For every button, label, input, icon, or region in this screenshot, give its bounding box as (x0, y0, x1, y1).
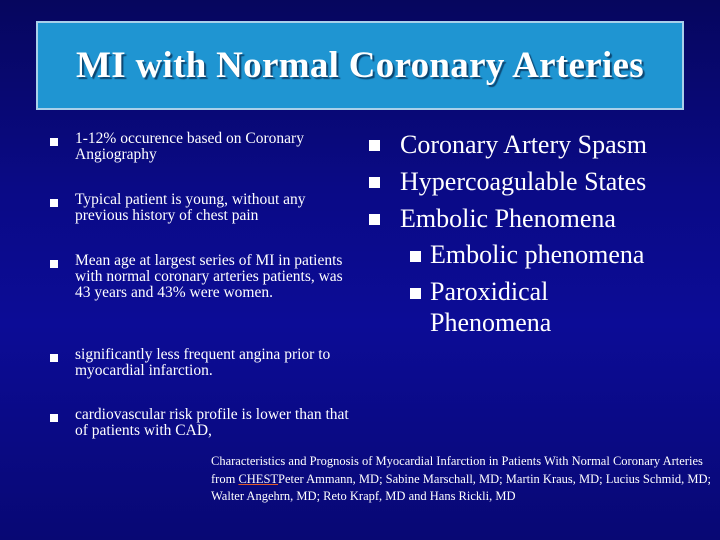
left-bullet-text: Typical patient is young, without any previous history of chest pain (75, 191, 306, 224)
right-bullet-list (369, 128, 709, 338)
citation-title: Characteristics and Prognosis of Myocardial Infarction in Patients With Normal Coronary Arteries (211, 454, 703, 468)
square-bullet-icon (369, 140, 380, 151)
right-bullet-text: Embolic Phenomena (400, 204, 616, 233)
right-bullet-item (369, 165, 709, 202)
right-bullet-item (369, 128, 709, 165)
left-bullet-item (50, 131, 350, 163)
citation-authors: Peter Ammann, MD; Sabine Marschall, MD; Martin Kraus, MD; Lucius Schmid, MD; Walter Angehrn, MD; Reto Krapf, MD and Hans Rickli, MD (211, 471, 711, 503)
left-bullet-item (50, 347, 350, 379)
right-subbullet-item (410, 276, 600, 338)
square-bullet-icon (369, 177, 380, 188)
left-bullet-item (50, 192, 350, 224)
left-bullet-item (50, 407, 350, 439)
left-bullet-item (50, 253, 350, 301)
left-bullet-text: cardiovascular risk profile is lower than that of patients with CAD, (75, 406, 349, 439)
slide-title: MI with Normal Coronary Arteries (76, 45, 644, 86)
right-bullet-text: Hypercoagulable States (400, 167, 647, 196)
left-bullet-text: 1-12% occurence based on Coronary Angiography (75, 130, 304, 163)
chest-link[interactable]: CHEST (238, 471, 279, 486)
right-subbullet-text: Embolic phenomena (430, 240, 645, 269)
square-bullet-icon (50, 414, 58, 422)
right-subbullet-text: Paroxidical Phenomena (430, 277, 552, 337)
right-bullet-text: Coronary Artery Spasm (400, 130, 647, 159)
right-bullet-item (369, 202, 709, 239)
title-box (36, 21, 684, 110)
right-subbullet-item (410, 239, 709, 276)
square-bullet-icon (410, 251, 421, 262)
square-bullet-icon (50, 354, 58, 362)
left-bullet-text: significantly less frequent angina prior to myocardial infarction. (75, 346, 331, 379)
square-bullet-icon (50, 138, 58, 146)
square-bullet-icon (50, 260, 58, 268)
square-bullet-icon (50, 199, 58, 207)
square-bullet-icon (369, 214, 380, 225)
citation-from: from (211, 471, 239, 486)
left-bullet-text: Mean age at largest series of MI in patients with normal coronary arteries patients, was 43 years and 43% were women. (75, 252, 343, 301)
square-bullet-icon (410, 288, 421, 299)
citation (211, 453, 716, 506)
